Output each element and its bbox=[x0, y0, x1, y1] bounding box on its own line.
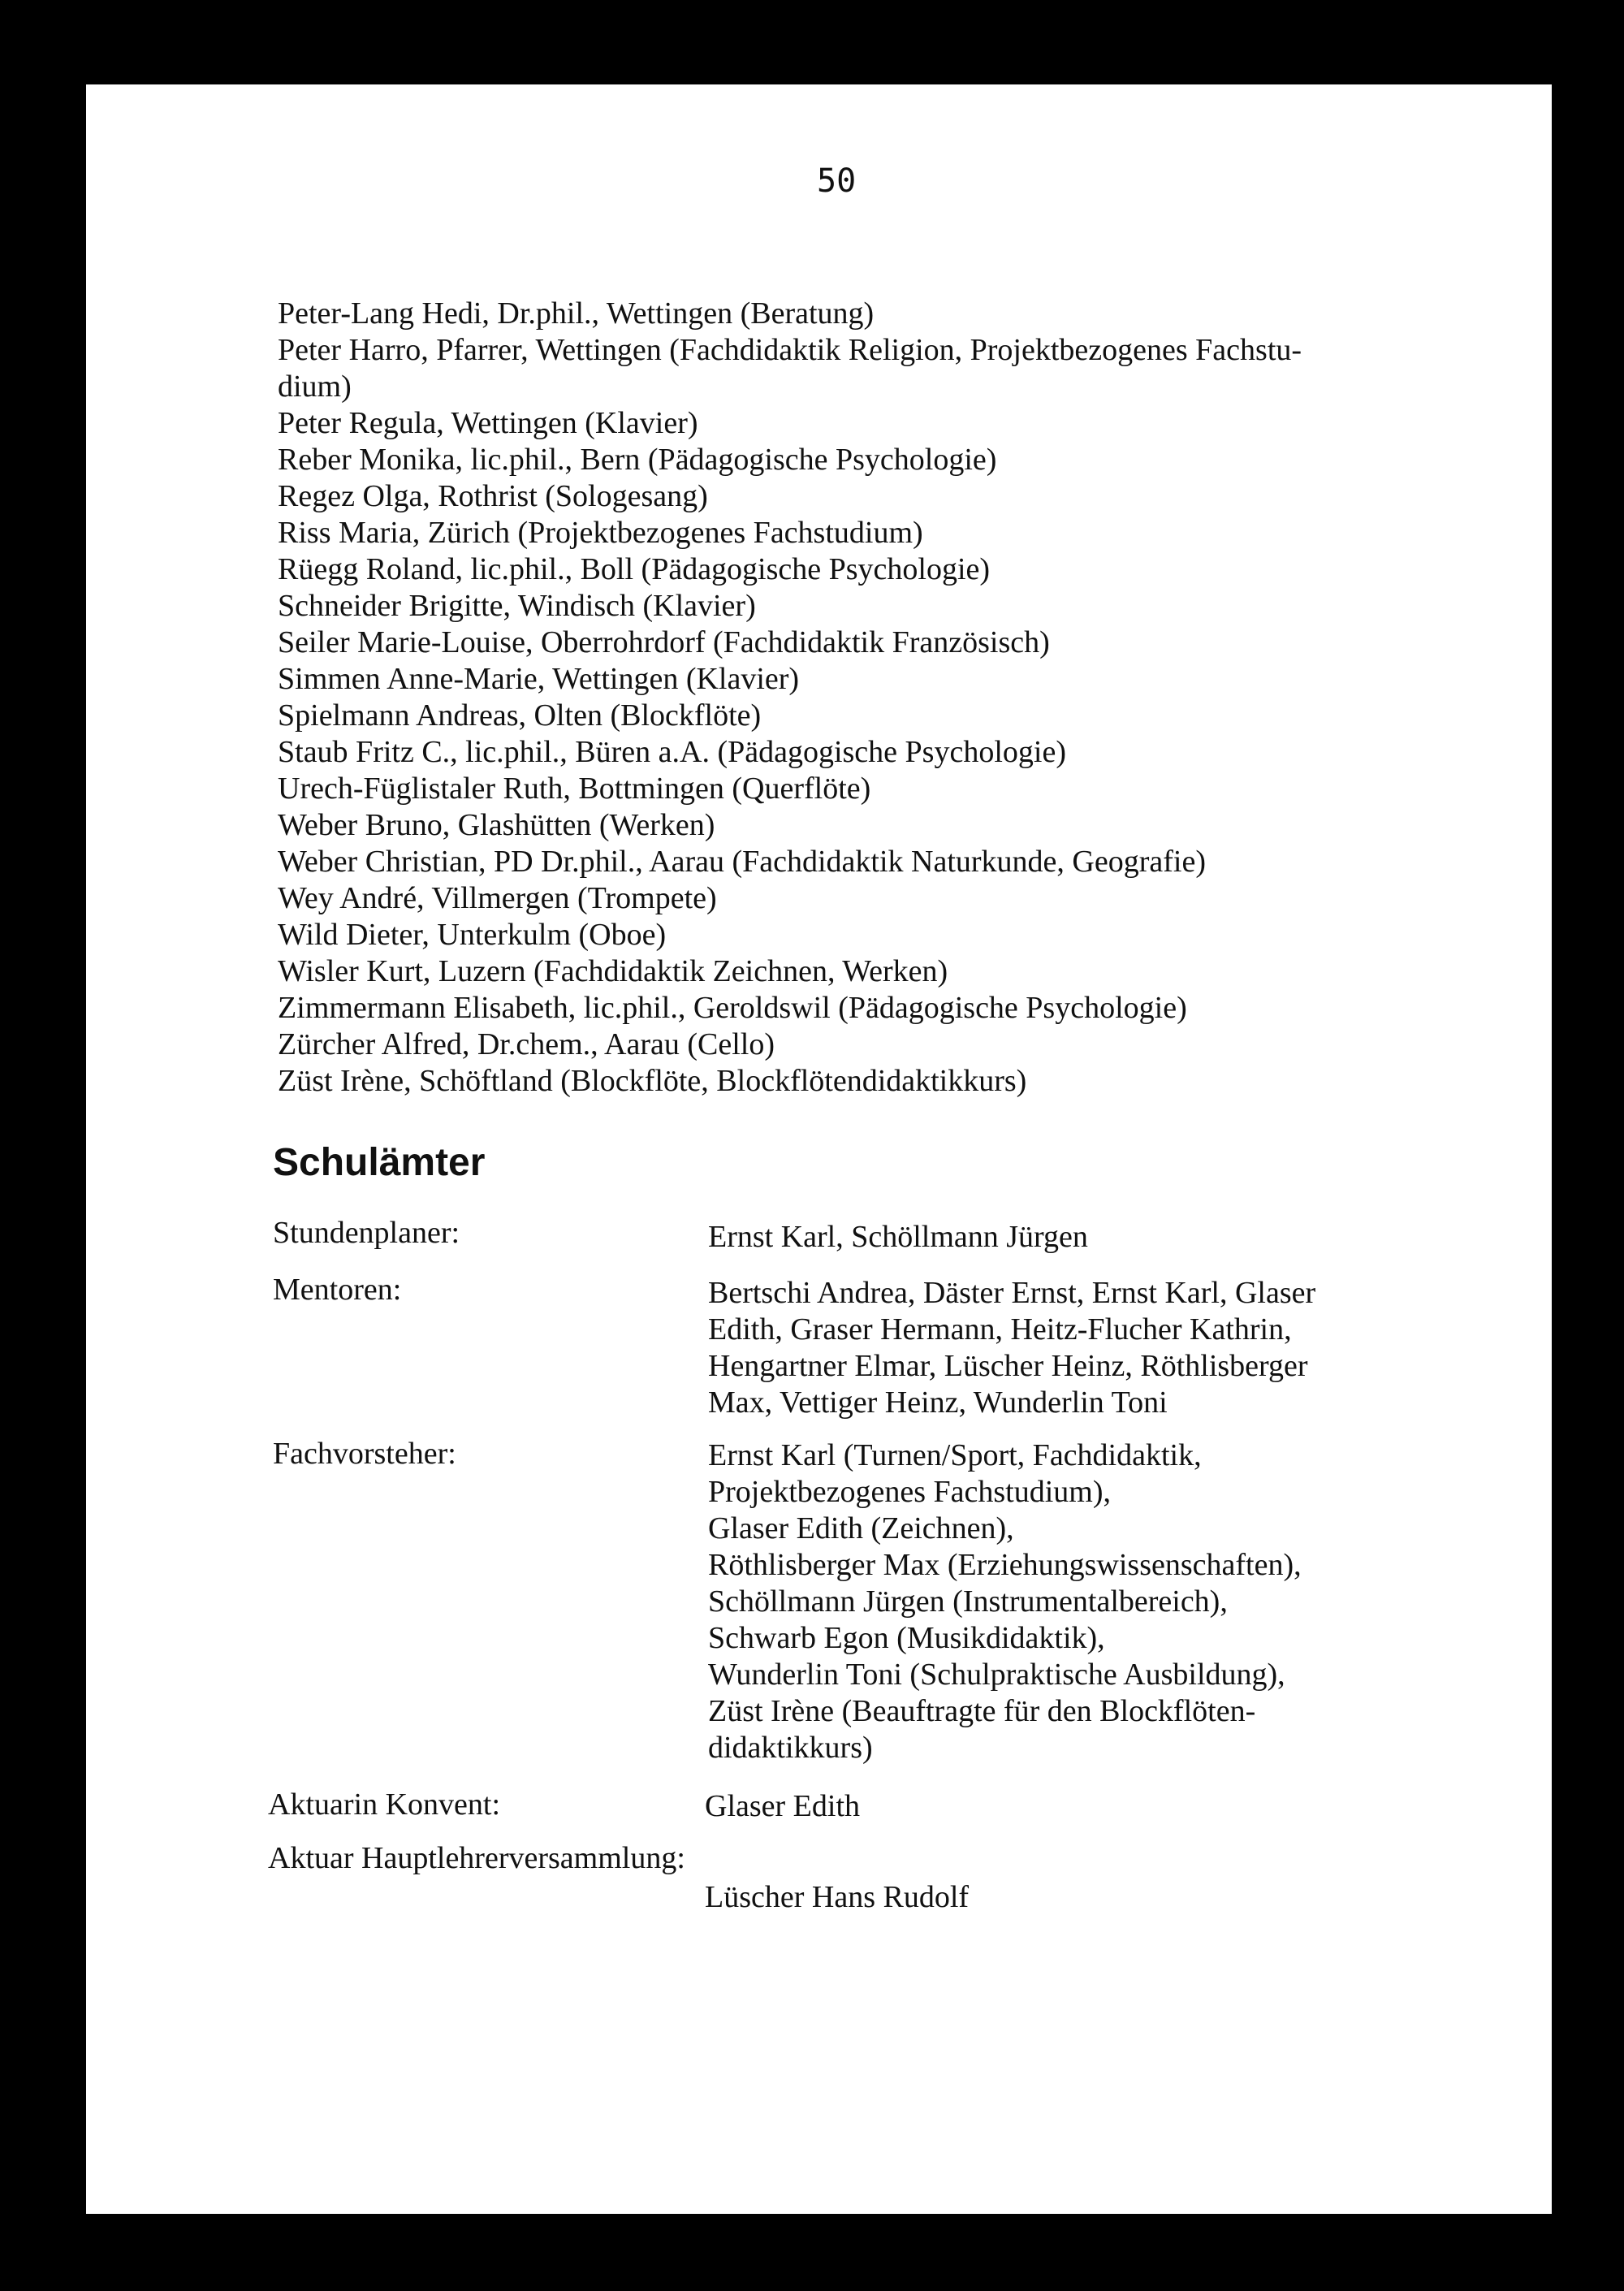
section-title-schulaemter: Schulämter bbox=[273, 1141, 486, 1184]
duty-value-line: Schwarb Egon (Musikdidaktik), bbox=[708, 1621, 1105, 1655]
staff-list bbox=[278, 296, 1528, 1100]
staff-entry: Regez Olga, Rothrist (Sologesang) bbox=[278, 479, 708, 513]
staff-entry: Züst Irène, Schöftland (Blockflöte, Blockflötendidaktikkurs) bbox=[278, 1064, 1027, 1098]
staff-entry: Weber Christian, PD Dr.phil., Aarau (Fachdidaktik Naturkunde, Geografie) bbox=[278, 845, 1206, 879]
duty-value-line: Projektbezogenes Fachstudium), bbox=[708, 1475, 1112, 1509]
staff-entry: Simmen Anne-Marie, Wettingen (Klavier) bbox=[278, 662, 800, 696]
staff-entry: Peter-Lang Hedi, Dr.phil., Wettingen (Beratung) bbox=[278, 296, 875, 331]
staff-entry: Wild Dieter, Unterkulm (Oboe) bbox=[278, 918, 667, 952]
staff-entry: Spielmann Andreas, Olten (Blockflöte) bbox=[278, 698, 762, 733]
duty-value-line: Ernst Karl (Turnen/Sport, Fachdidaktik, bbox=[708, 1438, 1202, 1472]
duty-value-line: Glaser Edith bbox=[705, 1789, 861, 1823]
staff-entry: Schneider Brigitte, Windisch (Klavier) bbox=[278, 589, 756, 623]
duty-label-aktuarin-konvent: Aktuarin Konvent: bbox=[268, 1787, 501, 1822]
duty-value-aktuar-hauptlehrerversammlung bbox=[705, 1879, 1419, 1916]
duty-value-line: Lüscher Hans Rudolf bbox=[705, 1880, 970, 1914]
duty-value-line: Röthlisberger Max (Erziehungswissenschaften), bbox=[708, 1548, 1302, 1582]
staff-entry: dium) bbox=[278, 370, 352, 404]
duty-value-mentoren bbox=[708, 1275, 1423, 1421]
staff-entry: Rüegg Roland, lic.phil., Boll (Pädagogische Psychologie) bbox=[278, 552, 991, 586]
page-number: 50 bbox=[817, 162, 857, 200]
staff-entry: Peter Harro, Pfarrer, Wettingen (Fachdidaktik Religion, Projektbezogenes Fachstu- bbox=[278, 333, 1302, 367]
duty-value-line: Schöllmann Jürgen (Instrumentalbereich), bbox=[708, 1584, 1228, 1619]
duty-value-stundenplaner bbox=[708, 1219, 1423, 1256]
duty-label-mentoren: Mentoren: bbox=[273, 1273, 402, 1307]
duty-value-line: Glaser Edith (Zeichnen), bbox=[708, 1511, 1014, 1545]
duty-value-line: Edith, Graser Hermann, Heitz-Flucher Kathrin, bbox=[708, 1312, 1292, 1347]
duty-value-fachvorsteher bbox=[708, 1437, 1423, 1766]
duty-label-stundenplaner: Stundenplaner: bbox=[273, 1216, 460, 1250]
staff-entry: Wey André, Villmergen (Trompete) bbox=[278, 881, 717, 915]
duty-value-line: Züst Irène (Beauftragte für den Blockflöten- bbox=[708, 1694, 1256, 1728]
staff-entry: Weber Bruno, Glashütten (Werken) bbox=[278, 808, 715, 842]
staff-entry: Peter Regula, Wettingen (Klavier) bbox=[278, 406, 698, 440]
duty-value-line: Ernst Karl, Schöllmann Jürgen bbox=[708, 1220, 1088, 1254]
duty-value-line: Max, Vettiger Heinz, Wunderlin Toni bbox=[708, 1385, 1168, 1420]
staff-entry: Zimmermann Elisabeth, lic.phil., Geroldswil (Pädagogische Psychologie) bbox=[278, 991, 1187, 1025]
staff-entry: Riss Maria, Zürich (Projektbezogenes Fachstudium) bbox=[278, 516, 923, 550]
duty-value-line: Hengartner Elmar, Lüscher Heinz, Röthlisberger bbox=[708, 1349, 1308, 1383]
document-page bbox=[86, 84, 1552, 2214]
duty-value-line: Wunderlin Toni (Schulpraktische Ausbildung), bbox=[708, 1658, 1285, 1692]
staff-entry: Zürcher Alfred, Dr.chem., Aarau (Cello) bbox=[278, 1027, 775, 1061]
staff-entry: Staub Fritz C., lic.phil., Büren a.A. (Pädagogische Psychologie) bbox=[278, 735, 1066, 769]
duty-value-aktuarin-konvent bbox=[705, 1788, 1419, 1825]
staff-entry: Seiler Marie-Louise, Oberrohrdorf (Fachdidaktik Französisch) bbox=[278, 625, 1050, 659]
duty-label-aktuar-hauptlehrerversammlung: Aktuar Hauptlehrerversammlung: bbox=[268, 1841, 685, 1875]
staff-entry: Wisler Kurt, Luzern (Fachdidaktik Zeichnen, Werken) bbox=[278, 954, 948, 988]
duty-label-fachvorsteher: Fachvorsteher: bbox=[273, 1437, 456, 1471]
duty-value-line: didaktikkurs) bbox=[708, 1731, 873, 1765]
duty-value-line: Bertschi Andrea, Däster Ernst, Ernst Karl, Glaser bbox=[708, 1276, 1316, 1310]
staff-entry: Reber Monika, lic.phil., Bern (Pädagogische Psychologie) bbox=[278, 443, 997, 477]
staff-entry: Urech-Füglistaler Ruth, Bottmingen (Querflöte) bbox=[278, 772, 871, 806]
